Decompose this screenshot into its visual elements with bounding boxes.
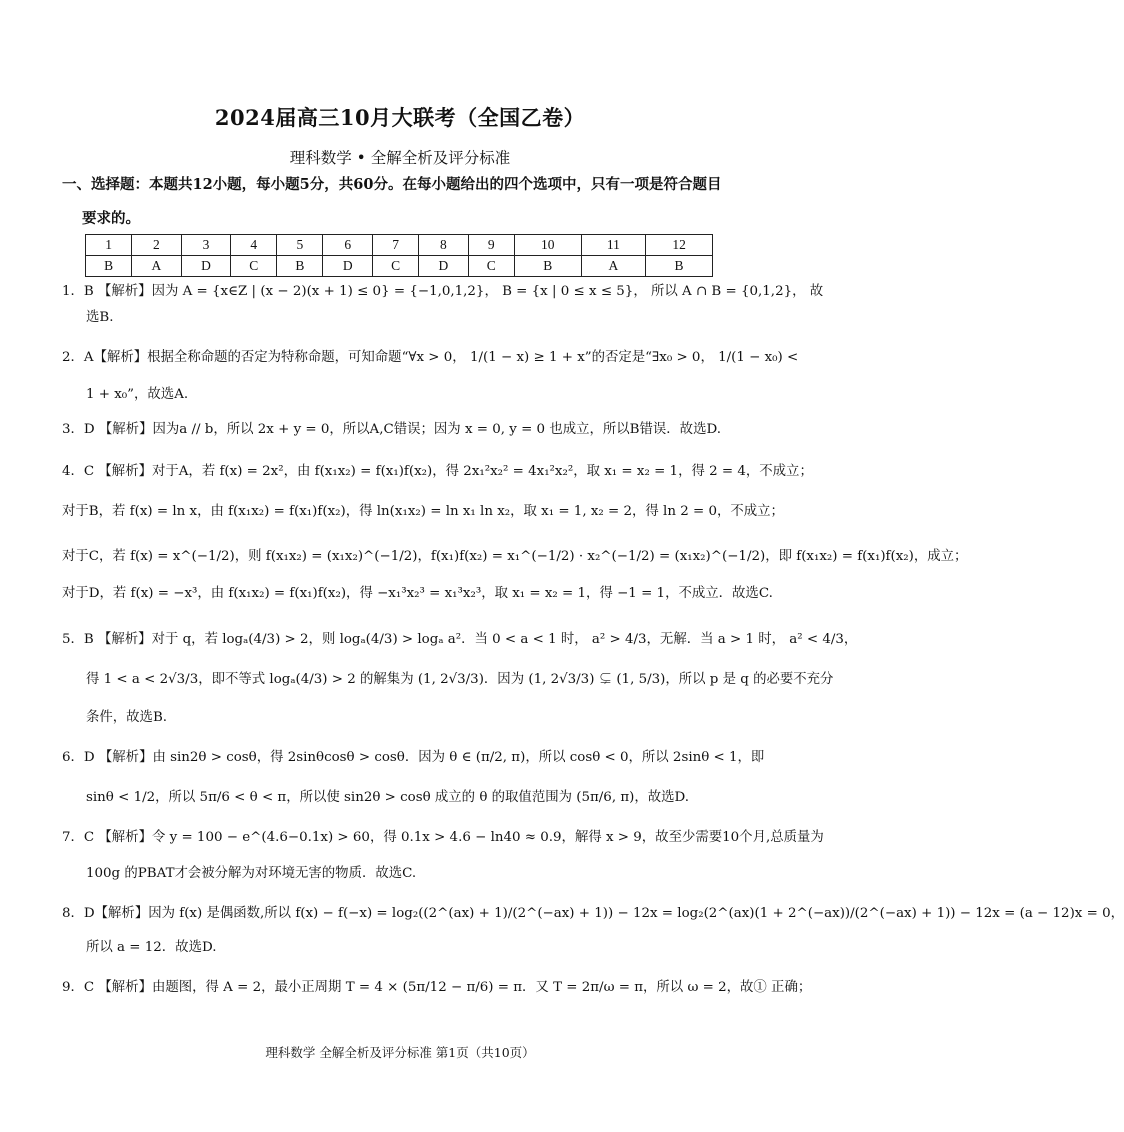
solution-8-line1: 8．D【解析】因为 f(x) 是偶函数,所以 f(x) − f(−x) = log₂((2^(ax) + 1)/(2^(−ax) + 1)) − 12x = log₂(2^(ax)(1 + 2^(−ax))/(2^(−ax) + 1)) − 12x = (a − 12)x = 0， <box>62 906 1124 921</box>
solution-6-line2: sinθ < 1/2，所以 5π/6 < θ < π，所以使 sin2θ > cosθ 成立的 θ 的取值范围为 (5π/6, π)，故选D. <box>86 790 690 805</box>
answer-cell: B <box>277 256 323 277</box>
solution-8-line2: 所以 a = 12．故选D. <box>86 940 217 955</box>
question-number-cell: 11 <box>581 235 646 256</box>
answer-table-answer-row <box>86 256 713 277</box>
solution-4-line4: 对于D，若 f(x) = −x³，由 f(x₁x₂) = f(x₁)f(x₂)，得 −x₁³x₂³ = x₁³x₂³，取 x₁ = x₂ = 1，得 −1 = 1，不成立．故选C. <box>62 586 773 601</box>
question-number-cell: 9 <box>468 235 514 256</box>
answer-cell: A <box>132 256 182 277</box>
answer-table-number-row <box>86 235 713 256</box>
solution-9-line1: 9．C 【解析】由题图，得 A = 2，最小正周期 T = 4 × (5π/12 − π/6) = π．又 T = 2π/ω = π，所以 ω = 2，故① 正确； <box>62 980 812 995</box>
answer-table <box>85 234 713 277</box>
solution-2-line1: 2．A【解析】根据全称命题的否定为特称命题，可知命题“∀x > 0， 1/(1 − x) ≥ 1 + x”的否定是“∃x₀ > 0， 1/(1 − x₀) < <box>62 350 799 365</box>
answer-cell: B <box>514 256 581 277</box>
answer-cell: B <box>646 256 713 277</box>
answer-cell: B <box>86 256 132 277</box>
page-subtitle: 理科数学 • 全解全析及评分标准 <box>289 149 511 167</box>
answer-cell: D <box>419 256 469 277</box>
solution-4-line1: 4．C 【解析】对于A，若 f(x) = 2x²，由 f(x₁x₂) = f(x₁)f(x₂)，得 2x₁²x₂² = 4x₁²x₂²，取 x₁ = x₂ = 1，得 2 = 4，不成立； <box>62 464 813 479</box>
page-title: 2024届高三10月大联考（全国乙卷） <box>214 105 586 130</box>
solution-7-line1: 7．C 【解析】令 y = 100 − e^(4.6−0.1x) > 60，得 0.1x > 4.6 − ln40 ≈ 0.9，解得 x > 9，故至少需要10个月,总质量为 <box>62 830 824 845</box>
question-number-cell: 3 <box>181 235 231 256</box>
answer-cell: C <box>231 256 277 277</box>
question-number-cell: 5 <box>277 235 323 256</box>
solution-1-line1: 1．B 【解析】因为 A = {x∈Z | (x − 2)(x + 1) ≤ 0} = {−1,0,1,2}， B = {x | 0 ≤ x ≤ 5}， 所以 A ∩ B = {0,1,2}， 故 <box>62 284 824 299</box>
solution-6-line1: 6．D 【解析】由 sin2θ > cosθ，得 2sinθcosθ > cosθ．因为 θ ∈ (π/2, π)，所以 cosθ < 0，所以 2sinθ < 1，即 <box>62 750 765 765</box>
solution-4-line2: 对于B，若 f(x) = ln x，由 f(x₁x₂) = f(x₁)f(x₂)，得 ln(x₁x₂) = ln x₁ ln x₂，取 x₁ = 1, x₂ = 2，得 ln 2 = 0，不成立； <box>62 504 784 519</box>
page-footer: 理科数学 全解全析及评分标准 第1页（共10页） <box>265 1045 535 1060</box>
solution-2-line2: 1 + x₀”，故选A. <box>86 387 189 402</box>
section-heading-line2: 要求的。 <box>82 210 140 227</box>
solution-5-line2: 得 1 < a < 2√3/3，即不等式 logₐ(4/3) > 2 的解集为 (1, 2√3/3)．因为 (1, 2√3/3) ⊊ (1, 5/3)，所以 p 是 q 的必要不充分 <box>86 672 834 687</box>
question-number-cell: 1 <box>86 235 132 256</box>
answer-cell: C <box>373 256 419 277</box>
solution-4-line3: 对于C，若 f(x) = x^(−1/2)，则 f(x₁x₂) = (x₁x₂)^(−1/2)，f(x₁)f(x₂) = x₁^(−1/2) · x₂^(−1/2) = (x₁x₂)^(−1/2)，即 f(x₁x₂) = f(x₁)f(x₂)，成立； <box>62 549 968 564</box>
question-number-cell: 2 <box>132 235 182 256</box>
answer-cell: D <box>181 256 231 277</box>
answer-cell: A <box>581 256 646 277</box>
question-number-cell: 10 <box>514 235 581 256</box>
question-number-cell: 8 <box>419 235 469 256</box>
solution-5-line1: 5．B 【解析】对于 q，若 logₐ(4/3) > 2，则 logₐ(4/3) > logₐ a²．当 0 < a < 1 时， a² > 4/3，无解．当 a > 1 时， a² < 4/3， <box>62 632 858 647</box>
question-number-cell: 7 <box>373 235 419 256</box>
question-number-cell: 12 <box>646 235 713 256</box>
solution-1-line2: 选B. <box>86 310 114 325</box>
section-heading <box>62 168 722 236</box>
answer-cell: C <box>468 256 514 277</box>
solution-3-line1: 3．D 【解析】因为a // b，所以 2x + y = 0，所以A,C错误；因为 x = 0, y = 0 也成立，所以B错误．故选D. <box>62 422 721 437</box>
solution-7-line2: 100g 的PBAT才会被分解为对环境无害的物质．故选C. <box>86 866 417 881</box>
question-number-cell: 6 <box>323 235 373 256</box>
solution-5-line3: 条件，故选B. <box>86 710 168 725</box>
answer-cell: D <box>323 256 373 277</box>
question-number-cell: 4 <box>231 235 277 256</box>
section-heading-line1: 一、选择题：本题共12小题，每小题5分，共60分。在每小题给出的四个选项中，只有一项是符合题目 <box>62 176 722 193</box>
